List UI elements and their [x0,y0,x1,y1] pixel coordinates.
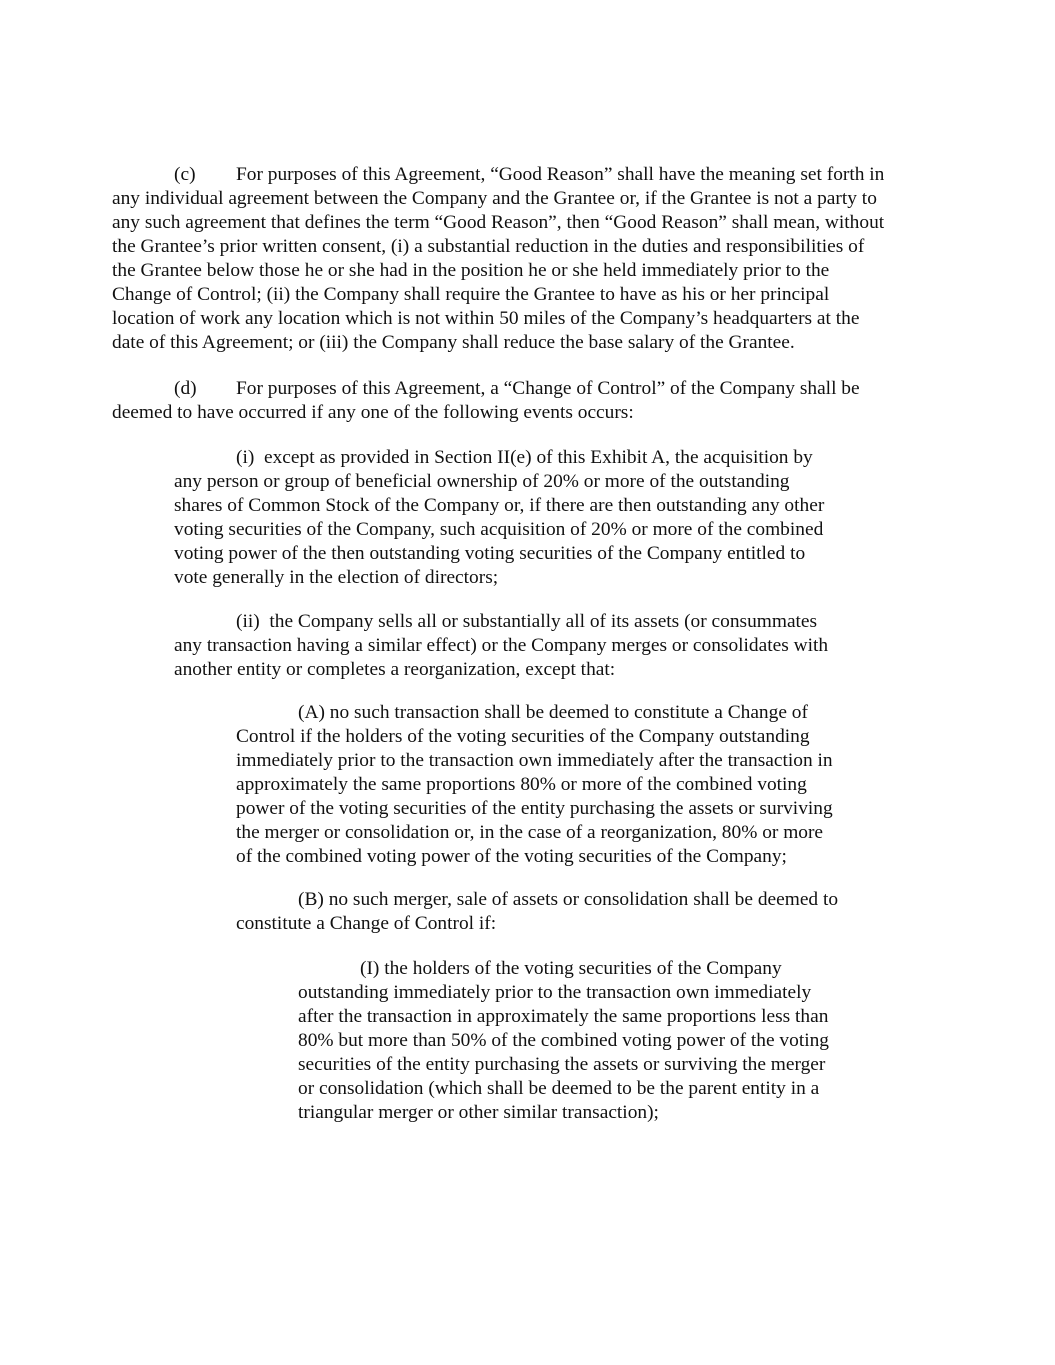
text-line: date of this Agreement; or (iii) the Company shall reduce the base salary of the Grantee. [112,332,795,353]
text-line: (B) no such merger, sale of assets or consolidation shall be deemed to [298,889,839,910]
text-line: any person or group of beneficial ownership of 20% or more of the outstanding [174,471,790,492]
paragraph-d-change-of-control [112,377,860,425]
text-line: triangular merger or other similar transaction); [298,1102,659,1123]
text-line: (c) For purposes of this Agreement, “Good Reason” shall have the meaning set forth in [174,164,885,185]
text-line: constitute a Change of Control if: [236,913,497,934]
text-line: another entity or completes a reorganization, except that: [174,659,616,680]
text-line: of the combined voting power of the voting securities of the Company; [236,846,787,867]
text-line: the Grantee below those he or she had in the position he or she held immediately prior to the [112,260,830,281]
text-line: (A) no such transaction shall be deemed to constitute a Change of [298,702,808,723]
paragraph-label: (d) [174,378,197,399]
item-I-condition [298,957,829,1125]
text-line: (i) except as provided in Section II(e) of this Exhibit A, the acquisition by [236,447,813,468]
text-line: immediately prior to the transaction own immediately after the transaction in [236,750,833,771]
text-line: (I) the holders of the voting securities of the Company [360,958,782,979]
text-line: any individual agreement between the Company and the Grantee or, if the Grantee is not a party to [112,188,877,209]
paragraph-label: (c) [174,164,196,185]
text-line: or consolidation (which shall be deemed to be the parent entity in a [298,1078,820,1099]
text-line: deemed to have occurred if any one of the following events occurs: [112,402,634,423]
text-line: the merger or consolidation or, in the case of a reorganization, 80% or more [236,822,824,843]
text-line: (ii) the Company sells all or substantially all of its assets (or consummates [236,611,818,632]
text-line: Change of Control; (ii) the Company shall require the Grantee to have as his or her principal [112,284,830,305]
item-B-exception [236,888,838,936]
text-line: approximately the same proportions 80% or more of the combined voting [236,774,807,795]
item-ii-sale-of-assets [174,610,828,682]
text-line: any transaction having a similar effect) or the Company merges or consolidates with [174,635,829,656]
text-line: voting power of the then outstanding voting securities of the Company entitled to [174,543,806,564]
item-A-exception [236,701,833,869]
text-line: outstanding immediately prior to the transaction own immediately [298,982,812,1003]
text-line: shares of Common Stock of the Company or, if there are then outstanding any other [174,495,825,516]
text-line: any such agreement that defines the term “Good Reason”, then “Good Reason” shall mean, without [112,212,885,233]
text-line: voting securities of the Company, such acquisition of 20% or more of the combined [174,519,824,540]
text-line: the Grantee’s prior written consent, (i) a substantial reduction in the duties and responsibilities of [112,236,865,257]
text-line: after the transaction in approximately the same proportions less than [298,1006,829,1027]
text-line: (d) For purposes of this Agreement, a “Change of Control” of the Company shall be [174,378,860,399]
text-line: 80% but more than 50% of the combined voting power of the voting [298,1030,829,1051]
text-line: vote generally in the election of directors; [174,567,499,588]
paragraph-c-good-reason [112,163,884,355]
text-line: Control if the holders of the voting securities of the Company outstanding [236,726,810,747]
text-line: location of work any location which is not within 50 miles of the Company’s headquarters at the [112,308,860,329]
text-line: securities of the entity purchasing the assets or surviving the merger [298,1054,826,1075]
text-line: power of the voting securities of the entity purchasing the assets or surviving [236,798,833,819]
item-i-acquisition [174,446,824,590]
